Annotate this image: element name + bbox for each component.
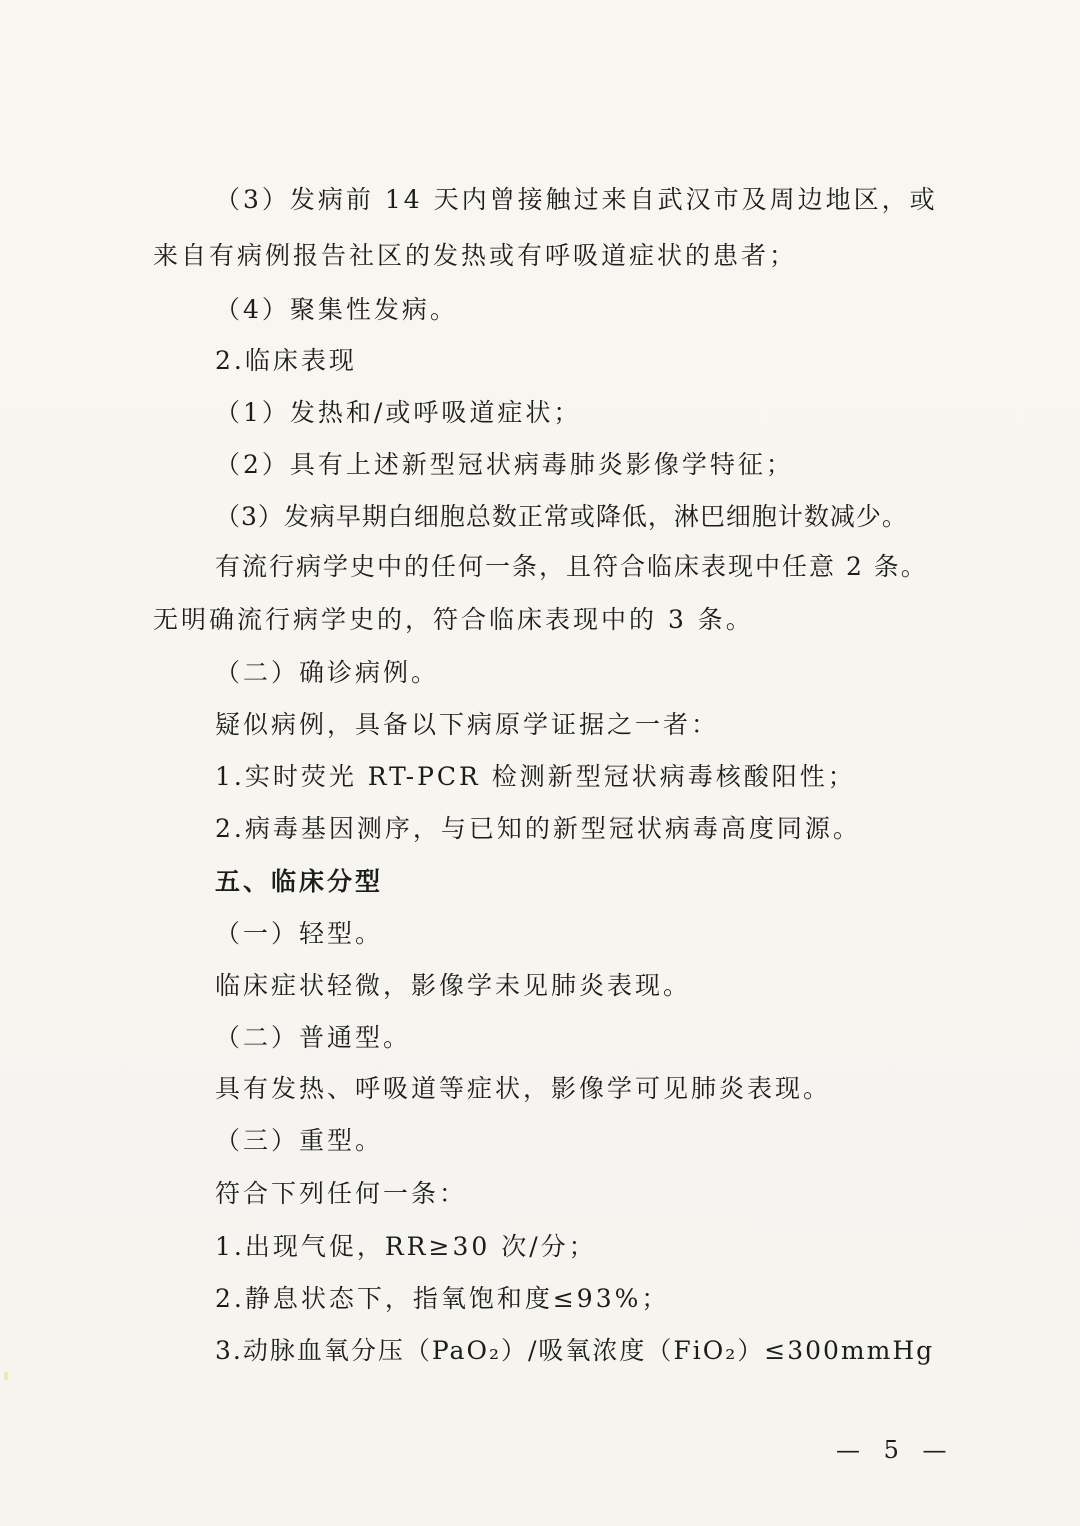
text-line: （1）发热和/或呼吸道症状； xyxy=(215,398,582,427)
text-line: 3.动脉血氧分压（PaO₂）/吸氧浓度（FiO₂）≤300mmHg xyxy=(215,1336,935,1365)
text-line: 1.出现气促，RR≥30 次/分； xyxy=(215,1232,597,1261)
text-line: （3）发病前 14 天内曾接触过来自武汉市及周边地区，或 xyxy=(215,185,938,214)
text-line: 符合下列任何一条： xyxy=(215,1179,468,1208)
text-line: 来自有病例报告社区的发热或有呼吸道症状的患者； xyxy=(153,241,798,270)
page-number: — 5 — xyxy=(836,1436,955,1464)
section-heading: 2.临床表现 xyxy=(215,346,357,375)
text-line: 具有发热、呼吸道等症状，影像学可见肺炎表现。 xyxy=(215,1074,832,1103)
text-line: （4）聚集性发病。 xyxy=(215,295,458,324)
section-heading: （一）轻型。 xyxy=(215,919,384,948)
text-line: 无明确流行病学史的，符合临床表现中的 3 条。 xyxy=(153,605,754,634)
text-line: （3）发病早期白细胞总数正常或降低，淋巴细胞计数减少。 xyxy=(215,502,908,531)
text-line: 2.病毒基因测序，与已知的新型冠状病毒高度同源。 xyxy=(215,814,861,843)
text-line: 疑似病例，具备以下病原学证据之一者： xyxy=(215,710,720,739)
text-line: 1.实时荧光 RT-PCR 检测新型冠状病毒核酸阳性； xyxy=(215,762,856,791)
scan-mark xyxy=(4,1372,8,1380)
text-line: 临床症状轻微，影像学未见肺炎表现。 xyxy=(215,971,692,1000)
text-line: （2）具有上述新型冠状病毒肺炎影像学特征； xyxy=(215,450,794,479)
text-line: 有流行病学史中的任何一条，且符合临床表现中任意 2 条。 xyxy=(215,552,928,581)
section-heading: （二）普通型。 xyxy=(215,1023,412,1052)
section-heading: （二）确诊病例。 xyxy=(215,658,440,687)
text-line: 2.静息状态下，指氧饱和度≤93%； xyxy=(215,1284,670,1313)
chapter-heading: 五、临床分型 xyxy=(215,867,384,896)
section-heading: （三）重型。 xyxy=(215,1126,384,1155)
